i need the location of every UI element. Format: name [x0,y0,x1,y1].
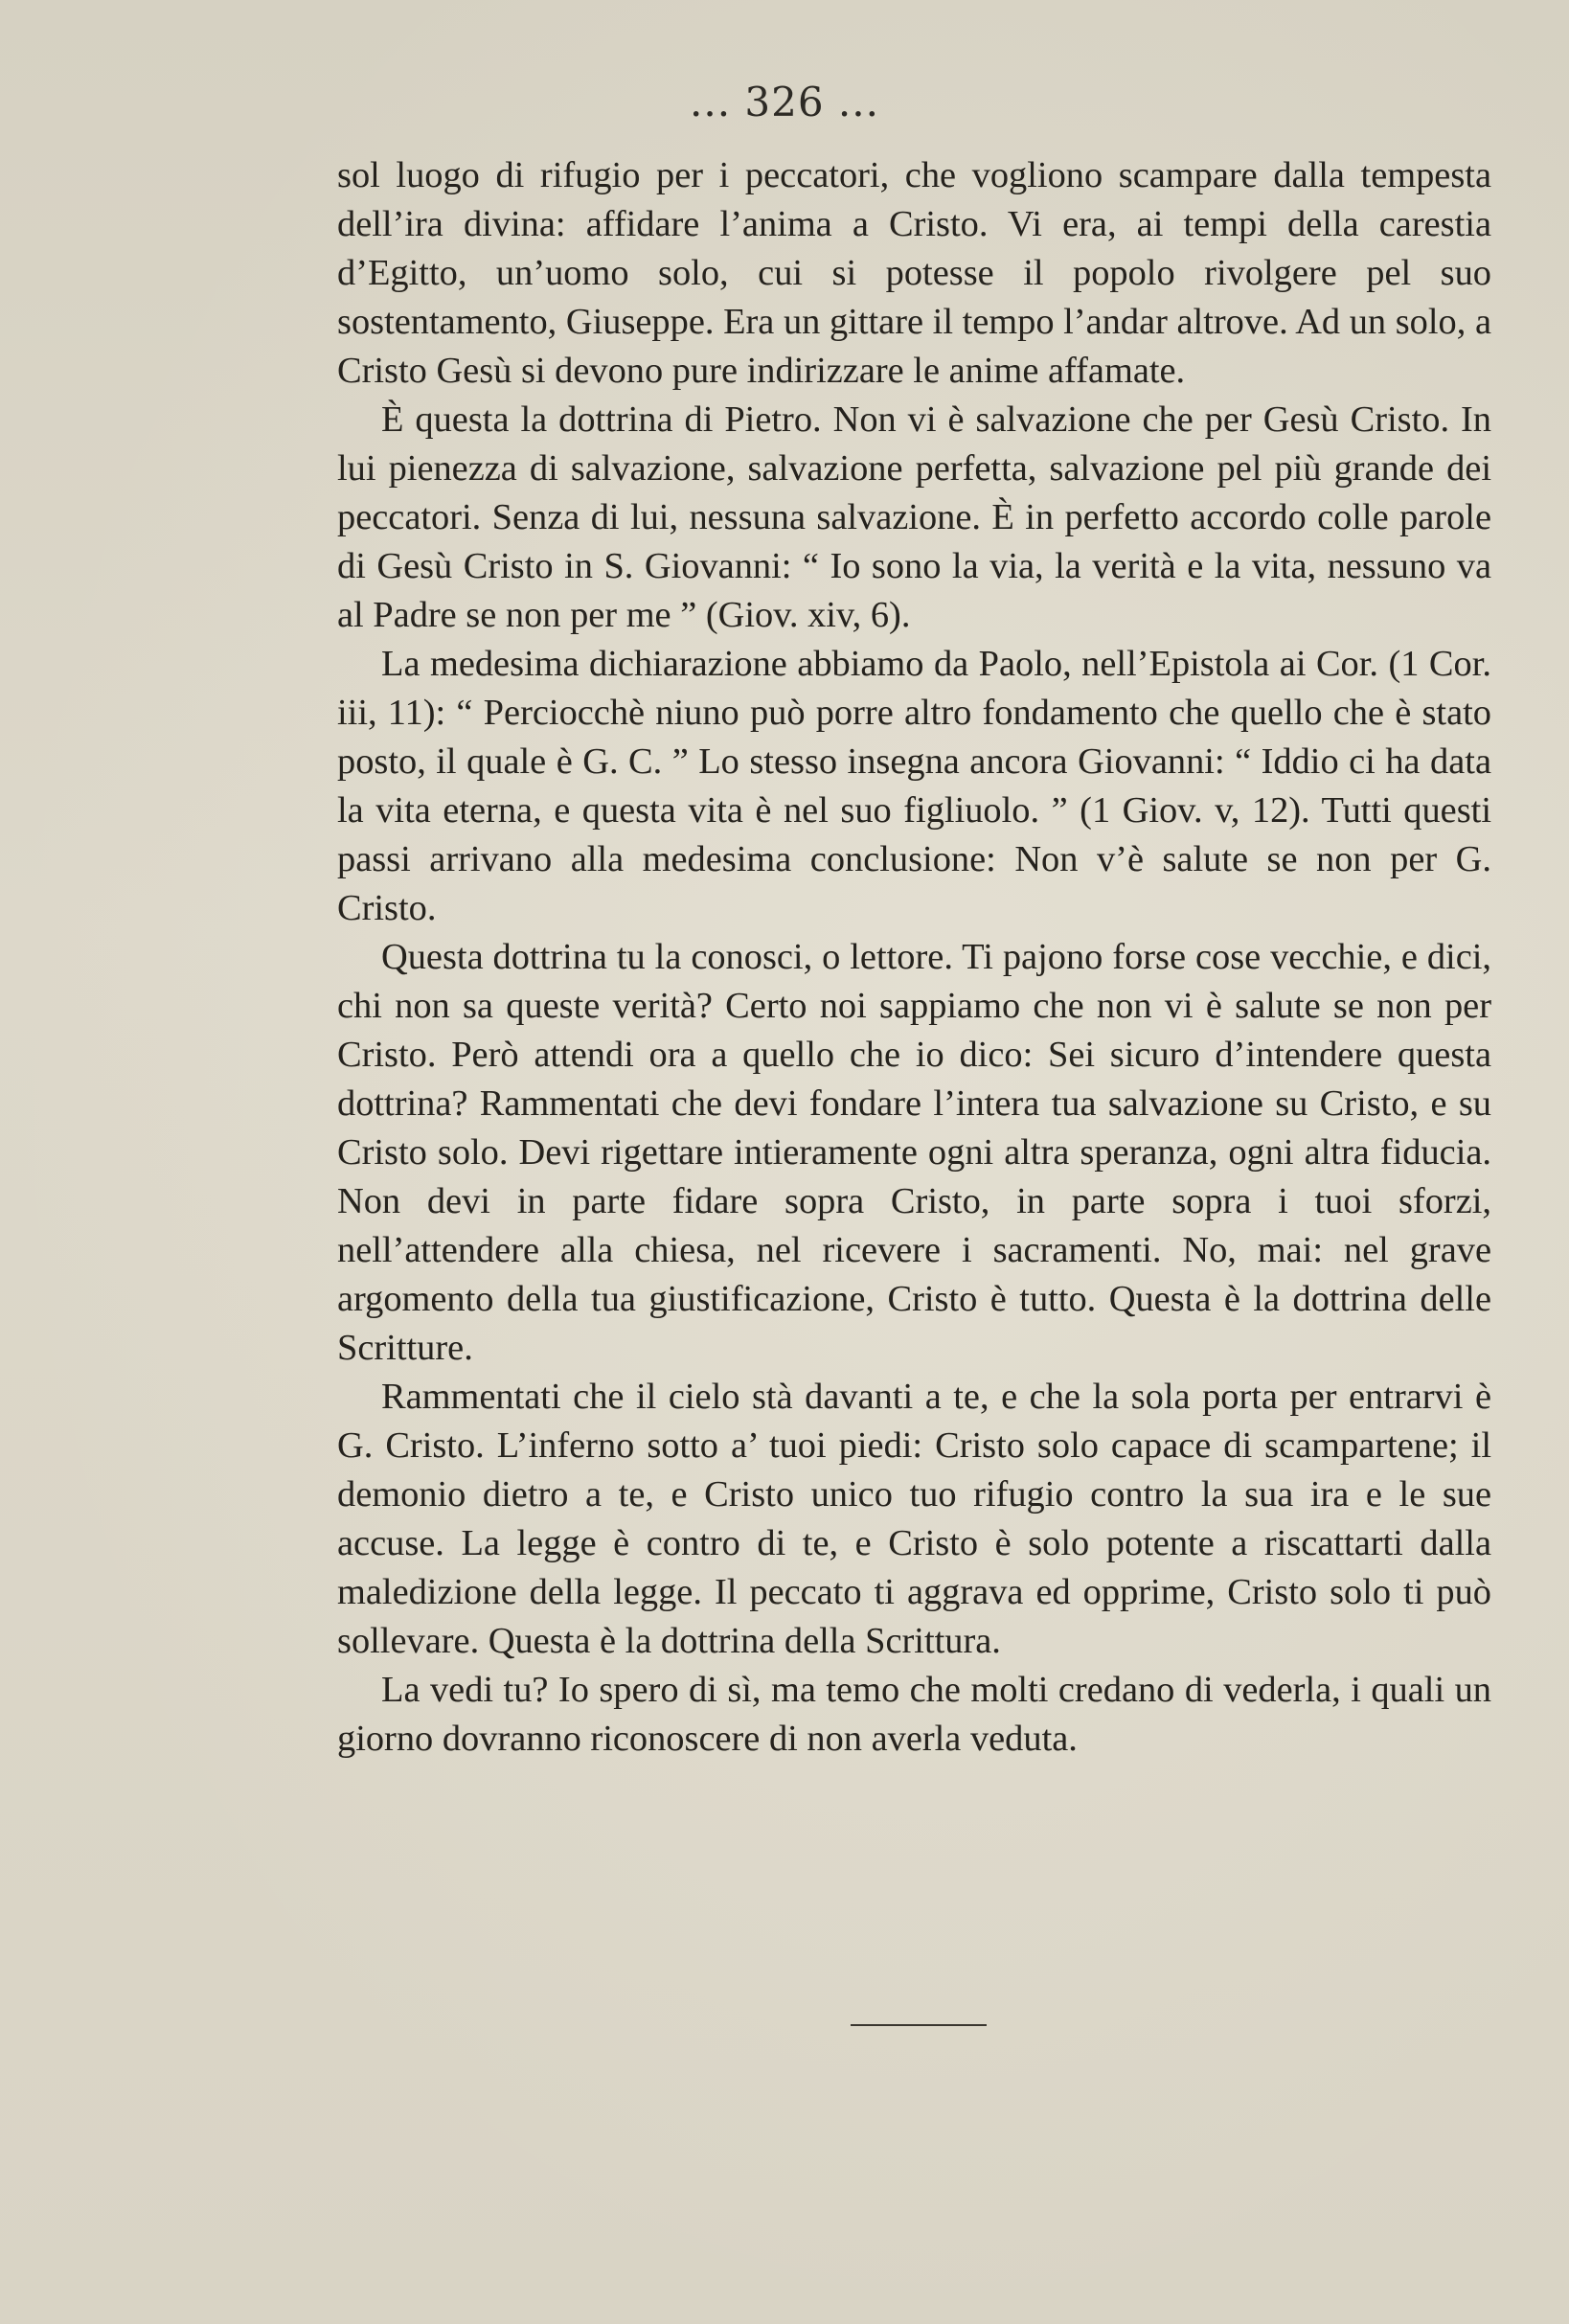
paragraph-4: Questa dottrina tu la conosci, o lettore. Ti pajono forse cose vecchie, e dici, chi non sa queste verità? Certo noi sappiamo che non vi è salute se non per Cristo. Però attendi ora a quello che io dico: Sei sicuro d’intendere questa dottrina? Rammentati che devi fondare l’intera tua salvazione su Cristo, e su Cristo solo. Devi rigettare intieramente ogni altra speranza, ogni altra fiducia. Non devi in parte fidare sopra Cristo, in parte sopra i tuoi sforzi, nell’attendere alla chiesa, nel ricevere i sacramenti. No, mai: nel grave argomento della tua giustificazione, Cristo è tutto. Questa è la dottrina delle Scritture. [337,937,1491,1368]
body-text [337,151,1491,1764]
paragraph-6: La vedi tu? Io spero di sì, ma temo che molti credano di vederla, i quali un giorno dovranno riconoscere di non averla veduta. [337,1670,1491,1759]
end-rule-divider [851,2024,987,2026]
paragraph-2: È questa la dottrina di Pietro. Non vi è salvazione che per Gesù Cristo. In lui pienezza di salvazione, salvazione perfetta, salvazione pel più grande dei peccatori. Senza di lui, nessuna salvazione. È in perfetto accordo colle parole di Gesù Cristo in S. Giovanni: “ Io sono la via, la verità e la vita, nessuno va al Padre se non per me ” (Giov. xiv, 6). [337,399,1491,635]
paragraph-3: La medesima dichiarazione abbiamo da Paolo, nell’Epistola ai Cor. (1 Cor. iii, 11): “ Perciocchè niuno può porre altro fondamento che quello che è stato posto, il quale è G. C. ” Lo stesso insegna ancora Giovanni: “ Iddio ci ha data la vita eterna, e questa vita è nel suo figliuolo. ” (1 Giov. v, 12). Tutti questi passi arrivano alla medesima conclusione: Non v’è salute se non per G. Cristo. [337,644,1491,928]
paragraph-1: sol luogo di rifugio per i peccatori, che vogliono scampare dalla tempesta dell’ira divina: affidare l’anima a Cristo. Vi era, ai tempi della carestia d’Egitto, un’uomo solo, cui si potesse il popolo rivolgere pel suo sostentamento, Giuseppe. Era un gittare il tempo l’andar altrove. Ad un solo, a Cristo Gesù si devono pure indirizzare le anime affamate. [337,155,1491,391]
page-number: ... 326 ... [690,79,879,125]
paragraph-5: Rammentati che il cielo stà davanti a te, e che la sola porta per entrarvi è G. Cristo. L’inferno sotto a’ tuoi piedi: Cristo solo capace di scampartene; il demonio dietro a te, e Cristo unico tuo rifugio contro la sua ira e le sue accuse. La legge è contro di te, e Cristo è solo potente a riscattarti dalla maledizione della legge. Il peccato ti aggrava ed opprime, Cristo solo ti può sollevare. Questa è la dottrina della Scrittura. [337,1377,1491,1661]
